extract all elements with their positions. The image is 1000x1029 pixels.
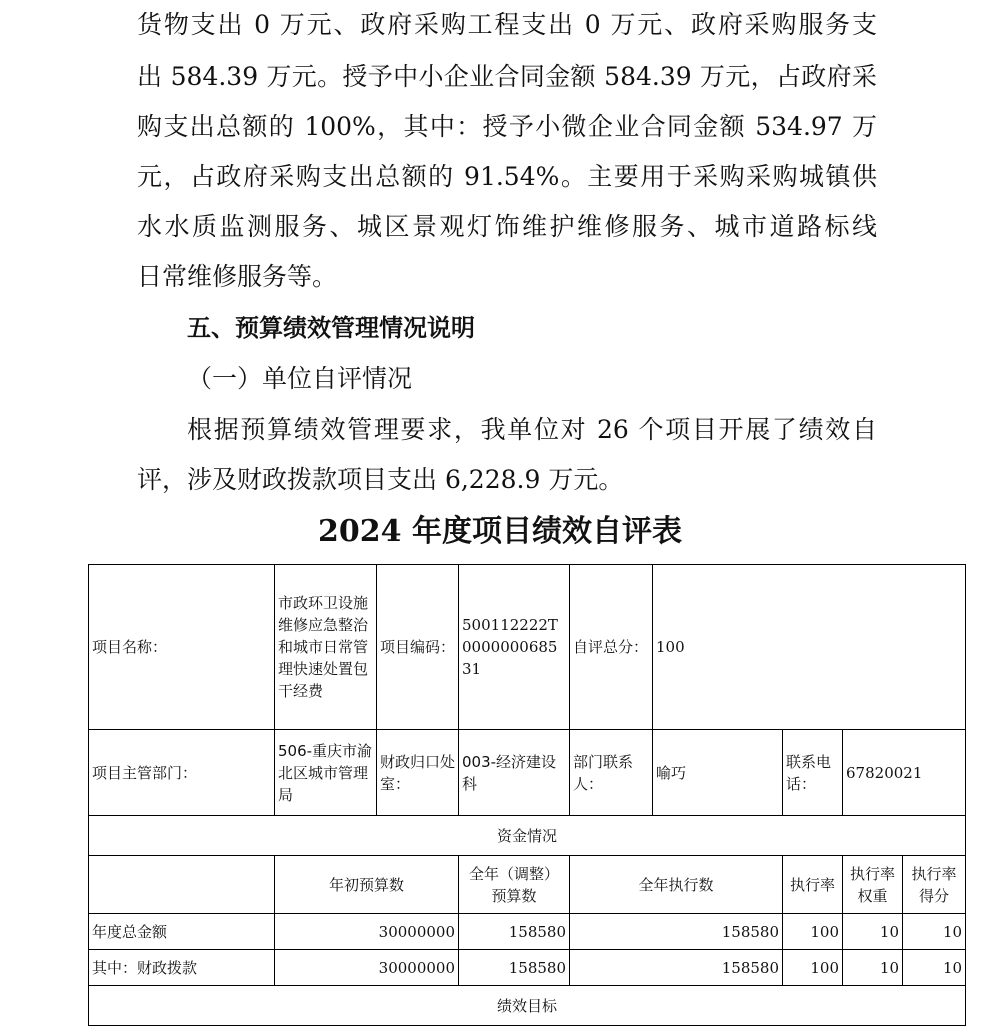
table-cell: 100 — [783, 950, 843, 986]
table-row — [89, 986, 966, 1026]
intro-line-2: 评，涉及财政拨款项目支出 6,228.9 万元。 — [137, 465, 624, 494]
dept-value: 506-重庆市渝北区城市管理局 — [275, 730, 377, 816]
dept-label: 项目主管部门： — [89, 730, 275, 816]
column-header: 执行率 — [783, 856, 843, 914]
paragraph-line-2: 出 584.39 万元。授予中小企业合同金额 584.39 万元，占政府采 — [137, 62, 877, 91]
table-cell: 158580 — [570, 950, 783, 986]
sub-heading: （一）单位自评情况 — [187, 364, 413, 393]
table-row — [89, 914, 966, 950]
project-name-value: 市政环卫设施维修应急整治和城市日常管理快速处置包干经费 — [275, 565, 377, 730]
table-cell: 30000000 — [275, 950, 459, 986]
contact-label: 部门联系人： — [570, 730, 653, 816]
project-code-value: 500112222T000000068531 — [459, 565, 570, 730]
table-cell: 10 — [843, 950, 903, 986]
paragraph-line-3: 购支出总额的 100%，其中：授予小微企业合同金额 534.97 万 — [137, 112, 877, 141]
score-value: 100 — [653, 565, 966, 730]
table-row — [89, 950, 966, 986]
row-label: 其中：财政拨款 — [89, 950, 275, 986]
section-heading: 五、预算绩效管理情况说明 — [187, 314, 475, 342]
table-cell: 158580 — [459, 950, 570, 986]
paragraph-line-1: 货物支出 0 万元、政府采购工程支出 0 万元、政府采购服务支 — [137, 10, 877, 39]
project-code-label: 项目编码： — [377, 565, 459, 730]
contact-value: 喻巧 — [653, 730, 783, 816]
paragraph-line-5: 水水质监测服务、城区景观灯饰维护维修服务、城市道路标线 — [137, 212, 877, 241]
table-cell: 10 — [903, 950, 966, 986]
table-row — [89, 730, 966, 816]
office-value: 003-经济建设科 — [459, 730, 570, 816]
column-header: 年初预算数 — [275, 856, 459, 914]
phone-label: 联系电话： — [783, 730, 843, 816]
row-label: 年度总金额 — [89, 914, 275, 950]
funds-section-header: 资金情况 — [89, 816, 966, 856]
table-cell: 10 — [903, 914, 966, 950]
office-label: 财政归口处室： — [377, 730, 459, 816]
column-header: 执行率权重 — [843, 856, 903, 914]
column-header: 执行率得分 — [903, 856, 966, 914]
performance-evaluation-table — [88, 564, 966, 1026]
table-title: 2024 年度项目绩效自评表 — [318, 514, 682, 549]
paragraph-line-6: 日常维修服务等。 — [137, 262, 338, 291]
table-row — [89, 565, 966, 730]
column-header: 全年执行数 — [570, 856, 783, 914]
table-header-row — [89, 856, 966, 914]
goals-section-header: 绩效目标 — [89, 986, 966, 1026]
column-header: 全年（调整）预算数 — [459, 856, 570, 914]
intro-line-1: 根据预算绩效管理要求，我单位对 26 个项目开展了绩效自 — [187, 415, 877, 444]
table-cell: 158580 — [459, 914, 570, 950]
table-cell: 10 — [843, 914, 903, 950]
table-cell: 100 — [783, 914, 843, 950]
phone-value: 67820021 — [843, 730, 966, 816]
score-label: 自评总分： — [570, 565, 653, 730]
blank-header-cell — [89, 856, 275, 914]
project-name-label: 项目名称： — [89, 565, 275, 730]
table-row — [89, 816, 966, 856]
table-cell: 158580 — [570, 914, 783, 950]
table-cell: 30000000 — [275, 914, 459, 950]
paragraph-line-4: 元，占政府采购支出总额的 91.54%。主要用于采购采购城镇供 — [137, 162, 877, 191]
